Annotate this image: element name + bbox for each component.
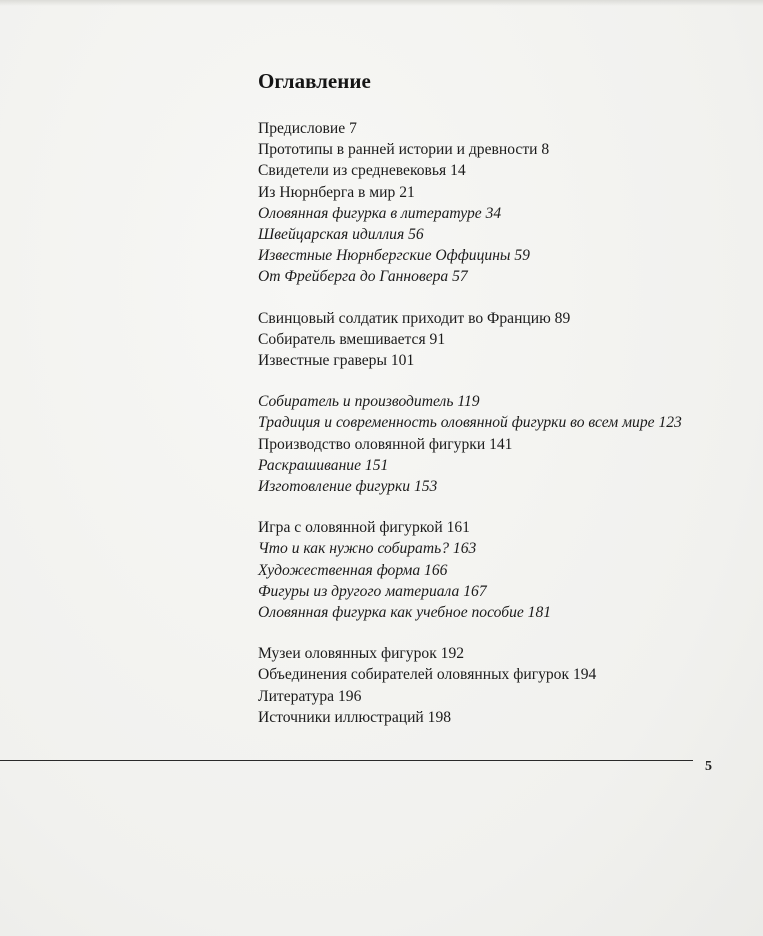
toc-entry: Известные граверы 101	[258, 352, 415, 370]
toc-entry: Источники иллюстраций 198	[258, 708, 452, 726]
toc-entry: Прототипы в ранней истории и древности 8	[258, 141, 550, 159]
toc-group	[258, 391, 748, 497]
toc-entry: Изготовление фигурки 153	[258, 478, 438, 496]
toc-entry: Раскрашивание 151	[258, 456, 389, 474]
toc-entry: Объединения собирателей оловянных фигурок 194	[258, 666, 597, 684]
toc-group	[258, 118, 748, 288]
toc-group	[258, 517, 748, 623]
toc-entry: Оловянная фигурка как учебное пособие 181	[258, 604, 552, 622]
toc-group	[258, 643, 748, 728]
toc-entry: Собиратель вмешивается 91	[258, 330, 446, 348]
table-of-contents	[258, 68, 748, 748]
page-top-edge	[0, 0, 763, 6]
toc-entry: Фигуры из другого материала 167	[258, 582, 487, 600]
footer-rule	[0, 760, 693, 761]
toc-entry: Музеи оловянных фигурок 192	[258, 645, 465, 663]
toc-entry: Что и как нужно собирать? 163	[258, 540, 477, 558]
toc-entry: Традиция и современность оловянной фигурки во всем мире 123	[258, 414, 682, 432]
toc-groups	[258, 118, 748, 728]
toc-entry: Производство оловянной фигурки 141	[258, 435, 513, 453]
toc-entry: Художественная форма 166	[258, 561, 448, 579]
page-number: 5	[705, 759, 712, 774]
toc-entry: Предисловие 7	[258, 120, 357, 137]
toc-entry: Швейцарская идиллия 56	[258, 226, 424, 244]
toc-entry: Свидетели из средневековья 14	[258, 162, 466, 180]
toc-entry: Из Нюрнберга в мир 21	[258, 183, 415, 201]
toc-entry: От Фрейберга до Ганновера 57	[258, 268, 468, 286]
toc-entry: Собиратель и производитель 119	[258, 393, 480, 411]
toc-entry: Оловянная фигурка в литературе 34	[258, 204, 502, 222]
toc-entry: Литература 196	[258, 687, 362, 705]
toc-group	[258, 308, 748, 372]
toc-entry: Известные Нюрнбергские Оффицины 59	[258, 247, 530, 265]
toc-entry: Свинцовый солдатик приходит во Францию 89	[258, 309, 571, 327]
toc-entry: Игра с оловянной фигуркой 161	[258, 519, 470, 537]
toc-title: Оглавление	[258, 69, 371, 93]
